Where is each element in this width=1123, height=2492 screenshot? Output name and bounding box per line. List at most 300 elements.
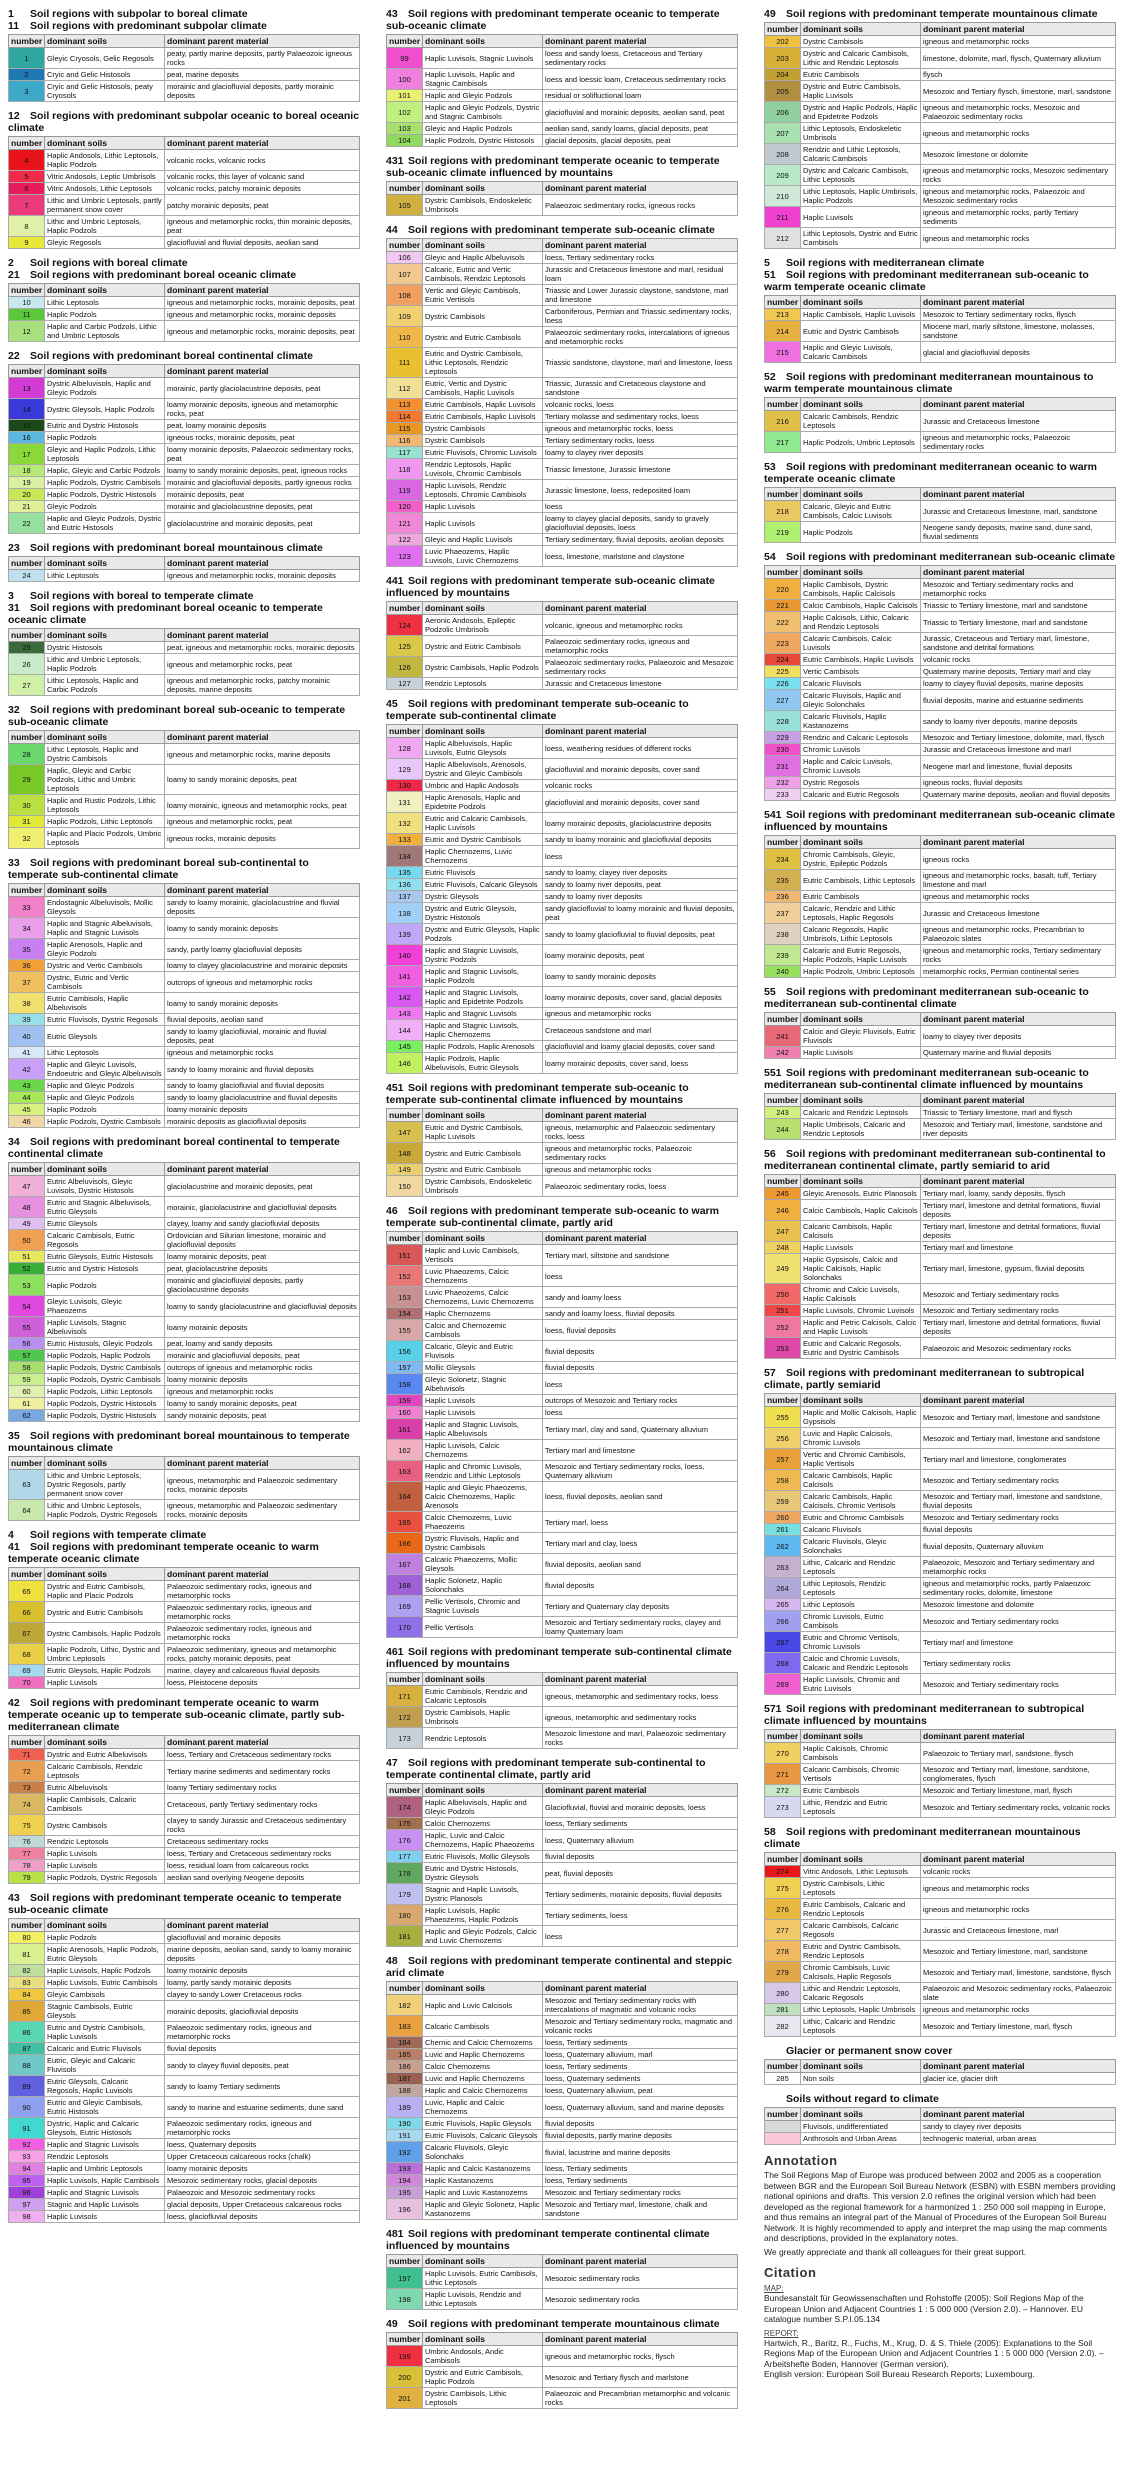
header-parent: dominant parent material <box>165 1919 360 1932</box>
table-row <box>765 2016 1116 2037</box>
color-swatch: 24 <box>9 570 45 582</box>
header-parent: dominant parent material <box>921 1853 1116 1866</box>
parent-material-cell: loess <box>543 1374 738 1395</box>
color-swatch: 34 <box>9 918 45 939</box>
dominant-soils-cell: Rendzic Leptosols, Haplic Luvisols, Chromic Cambisols <box>423 459 543 480</box>
dominant-soils-cell: Haplic Arenosols, Haplic and Gleyic Podzols <box>45 939 165 960</box>
header-number: number <box>9 284 45 297</box>
legend-table <box>764 2059 1116 2085</box>
parent-material-cell: volcanic rocks <box>921 654 1116 666</box>
table-row <box>387 891 738 903</box>
dominant-soils-cell: Mollic Gleysols <box>423 1362 543 1374</box>
table-row <box>387 2367 738 2388</box>
parent-material-cell: igneous and metamorphic rocks, morainic deposits, peat <box>165 321 360 342</box>
legend-section <box>386 575 738 690</box>
color-swatch: 201 <box>387 2388 423 2409</box>
color-swatch: 7 <box>9 195 45 216</box>
table-row <box>765 789 1116 801</box>
table-row <box>387 1884 738 1905</box>
color-swatch: 277 <box>765 1920 801 1941</box>
color-swatch: 158 <box>387 1374 423 1395</box>
dominant-soils-cell: Haplic Podzols <box>45 432 165 444</box>
section-number: 33 <box>8 857 20 869</box>
color-swatch: 188 <box>387 2085 423 2097</box>
table-row <box>765 1428 1116 1449</box>
dominant-soils-cell: Dystric and Eutric Cambisols, Haplic and Placic Podzols <box>45 1581 165 1602</box>
legend-section <box>386 1757 738 1947</box>
table-row <box>387 1164 738 1176</box>
legend-table <box>8 1735 360 1884</box>
dominant-soils-cell: Haplic Luvisols, Calcic Chernozems <box>423 1440 543 1461</box>
header-soils: dominant soils <box>45 731 165 744</box>
color-swatch: 11 <box>9 309 45 321</box>
dominant-soils-cell: Haplic Podzols <box>801 522 921 543</box>
dominant-soils-cell: Haplic Podzols, Dystric Cambisols <box>45 477 165 489</box>
table-row <box>765 186 1116 207</box>
color-swatch: 1 <box>9 48 45 69</box>
dominant-soils-cell: Haplic Solonetz, Haplic Solonchaks <box>423 1575 543 1596</box>
table-row <box>765 666 1116 678</box>
color-swatch: 25 <box>9 642 45 654</box>
dominant-soils-cell: Dystric Cambisols <box>423 435 543 447</box>
parent-material-cell: loess, Quaternary alluvium, sand and marine deposits <box>543 2097 738 2118</box>
citation-map-text: Bundesanstalt für Geowissenschaften und Rohstoffe (2005): Soil Regions Map of the European Union and Adjacent Countries 1 : 5 000 000 (Version 2.0). – Hannover. EU catalogue number S.P.I.05.134 <box>764 2293 1084 2324</box>
section-number: 34 <box>8 1136 20 1148</box>
section-title-text: Soil regions with predominant temperate sub-continental to temperate continental climate, partly arid <box>386 1757 706 1781</box>
color-swatch: 276 <box>765 1899 801 1920</box>
legend-section <box>8 1529 360 1689</box>
legend-table <box>386 2332 738 2409</box>
table-row <box>9 1263 360 1275</box>
section-number: 2 <box>8 257 14 269</box>
parent-material-cell: igneous and metamorphic rocks, loess <box>543 423 738 435</box>
parent-material-cell: clayey, loamy and sandy glaciofluvial deposits <box>165 1218 360 1230</box>
color-swatch: 67 <box>9 1623 45 1644</box>
parent-material-cell: glacial deposits, glacial deposits, peat <box>543 135 738 147</box>
table-row <box>765 2121 1116 2133</box>
legend-section <box>386 1646 738 1749</box>
table-row <box>765 522 1116 543</box>
table-row <box>387 2130 738 2142</box>
header-soils: dominant soils <box>801 1094 921 1107</box>
section-title <box>764 1148 1116 1172</box>
color-swatch: 275 <box>765 1878 801 1899</box>
color-swatch: 71 <box>9 1749 45 1761</box>
table-row <box>387 813 738 834</box>
color-swatch: 266 <box>765 1611 801 1632</box>
table-row <box>387 1419 738 1440</box>
table-row <box>387 846 738 867</box>
legend-table <box>764 397 1116 453</box>
table-row <box>765 342 1116 363</box>
table-row <box>387 1053 738 1074</box>
color-swatch: 9 <box>9 237 45 249</box>
color-swatch: 181 <box>387 1926 423 1947</box>
header-number: number <box>9 1919 45 1932</box>
parent-material-cell: Palaeozoic sedimentary rocks, igneous and metamorphic rocks <box>165 1623 360 1644</box>
color-swatch: 232 <box>765 777 801 789</box>
table-row <box>9 321 360 342</box>
color-swatch: 91 <box>9 2118 45 2139</box>
parent-material-cell: sandy to clayey fluvial deposits, peat <box>165 2055 360 2076</box>
header-number: number <box>9 35 45 48</box>
legend-section <box>764 8 1116 249</box>
color-swatch: 95 <box>9 2175 45 2187</box>
dominant-soils-cell: Haplic Podzols, Dystric Histosols <box>45 1410 165 1422</box>
color-swatch: 233 <box>765 789 801 801</box>
table-row <box>387 1122 738 1143</box>
parent-material-cell: volcanic rocks, loess <box>543 399 738 411</box>
dominant-soils-cell: Gleyic Podzols <box>45 501 165 513</box>
parent-material-cell: Mesozoic and Tertiary sedimentary rocks <box>543 2187 738 2199</box>
parent-material-cell: peaty, partly marine deposits, partly Palaeozoic igneous rocks <box>165 48 360 69</box>
dominant-soils-cell: Eutric Cambisols <box>801 69 921 81</box>
section-title-text: Soil regions with predominant temperate oceanic to temperate sub-oceanic climate influenced by mountains <box>386 155 720 179</box>
color-swatch: 22 <box>9 513 45 534</box>
dominant-soils-cell: Calcaric Phaeozems, Mollic Gleysols <box>423 1554 543 1575</box>
table-row <box>9 1410 360 1422</box>
section-number: 44 <box>386 224 398 236</box>
parent-material-cell: loamy to sandy morainic deposits <box>165 918 360 939</box>
color-swatch: 157 <box>387 1362 423 1374</box>
parent-material-cell: Tertiary sediments, morainic deposits, fluvial deposits <box>543 1884 738 1905</box>
color-swatch: 100 <box>387 69 423 90</box>
parent-material-cell: loess, Quaternary alluvium, marl <box>543 2049 738 2061</box>
parent-material-cell: igneous and metamorphic rocks, partly Tertiary sediments <box>921 207 1116 228</box>
color-swatch: 21 <box>9 501 45 513</box>
header-soils: dominant soils <box>423 1673 543 1686</box>
table-header-row <box>9 365 360 378</box>
parent-material-cell: loamy to sandy morainic deposits, peat <box>165 1398 360 1410</box>
section-number: 42 <box>8 1697 20 1709</box>
color-swatch: 80 <box>9 1932 45 1944</box>
section-title-text: Soil regions with predominant temperate oceanic to warm temperate oceanic up to temperate sub-oceanic climate, partly sub-mediterranean climate <box>8 1697 345 1733</box>
dominant-soils-cell: Eutric Cambisols, Haplic Albeluvisols <box>45 993 165 1014</box>
color-swatch: 12 <box>9 321 45 342</box>
table-row <box>9 939 360 960</box>
color-swatch: 51 <box>9 1251 45 1263</box>
parent-material-cell: Mesozoic and Tertiary marl, limestone and sandstone <box>921 1407 1116 1428</box>
parent-material-cell: loess, Tertiary sediments <box>543 2163 738 2175</box>
table-row <box>9 48 360 69</box>
table-row <box>9 1296 360 1317</box>
dominant-soils-cell: Eutric and Dystric Cambisols, Haplic Luvisols <box>423 1122 543 1143</box>
color-swatch: 208 <box>765 144 801 165</box>
color-swatch: 122 <box>387 534 423 546</box>
parent-material-cell: Palaeozoic and Precambrian metamorphic and volcanic rocks <box>543 2388 738 2409</box>
legend-section <box>386 1955 738 2220</box>
section-number: 45 <box>386 698 398 710</box>
table-header-row <box>9 1568 360 1581</box>
dominant-soils-cell: Eutric Fluvisols, Chromic Luvisols <box>423 447 543 459</box>
table-row <box>9 1275 360 1296</box>
color-swatch: 30 <box>9 795 45 816</box>
table-row <box>387 738 738 759</box>
table-row <box>9 444 360 465</box>
color-swatch: 59 <box>9 1374 45 1386</box>
section-number: 46 <box>386 1205 398 1217</box>
legend-table <box>764 487 1116 543</box>
table-row <box>765 678 1116 690</box>
dominant-soils-cell: Stagnic Cambisols, Eutric Gleysols <box>45 2001 165 2022</box>
section-number: 47 <box>386 1757 398 1769</box>
color-swatch: 63 <box>9 1470 45 1500</box>
section-title <box>764 2045 1116 2057</box>
legend-table <box>386 1783 738 1947</box>
table-row <box>9 1059 360 1080</box>
table-row <box>9 918 360 939</box>
table-row <box>9 1860 360 1872</box>
dominant-soils-cell: Gleyic Solonetz, Stagnic Albeluvisols <box>423 1374 543 1395</box>
section-number: 22 <box>8 350 20 362</box>
color-swatch: 272 <box>765 1785 801 1797</box>
parent-material-cell: Mesozoic and Tertiary sedimentary rocks, clayey and loamy Quaternary loam <box>543 1617 738 1638</box>
legend-table <box>8 730 360 849</box>
dominant-soils-cell: Lithic and Umbric Leptosols, Haplic Podzols, Dystric Regosols <box>45 1500 165 1521</box>
color-swatch: 175 <box>387 1818 423 1830</box>
table-row <box>765 633 1116 654</box>
table-row <box>387 2388 738 2409</box>
parent-material-cell: igneous and metamorphic rocks, peat <box>165 654 360 675</box>
header-parent: dominant parent material <box>165 137 360 150</box>
section-title <box>8 1430 360 1454</box>
color-swatch: 248 <box>765 1242 801 1254</box>
dominant-soils-cell: Dystric, Eutric and Vertic Cambisols <box>45 972 165 993</box>
parent-material-cell: sandy to marine and estuarine sediments, dune sand <box>165 2097 360 2118</box>
color-swatch: 101 <box>387 90 423 102</box>
section-title-text: Soils without regard to climate <box>786 2093 939 2105</box>
table-row <box>765 1743 1116 1764</box>
parent-material-cell: morainic deposits, peat <box>165 489 360 501</box>
legend-table <box>386 1231 738 1638</box>
color-swatch: 147 <box>387 1122 423 1143</box>
parent-material-cell: Glaciofluvial, fluvial and morainic deposits, loess <box>543 1797 738 1818</box>
header-number: number <box>9 1163 45 1176</box>
parent-material-cell: sandy to loamy morainic, glaciolacustrine and fluvial deposits <box>165 897 360 918</box>
parent-material-cell: igneous, metamorphic and Palaeozoic sedimentary rocks, morainic deposits <box>165 1500 360 1521</box>
dominant-soils-cell: Eutric Fluvisols <box>423 867 543 879</box>
table-row <box>387 678 738 690</box>
color-swatch: 256 <box>765 1428 801 1449</box>
section-title <box>8 257 360 269</box>
table-header-row <box>9 1736 360 1749</box>
header-parent: dominant parent material <box>921 1013 1116 1026</box>
table-row <box>387 2175 738 2187</box>
header-soils: dominant soils <box>423 35 543 48</box>
header-soils: dominant soils <box>423 602 543 615</box>
color-swatch: 225 <box>765 666 801 678</box>
dominant-soils-cell: Stagnic and Haplic Luvisols, Dystric Planosols <box>423 1884 543 1905</box>
parent-material-cell: fluvial deposits <box>543 1362 738 1374</box>
dominant-soils-cell: Haplic Luvisols <box>423 501 543 513</box>
color-swatch: 60 <box>9 1386 45 1398</box>
table-row <box>387 1287 738 1308</box>
table-row <box>9 1848 360 1860</box>
dominant-soils-cell: Rendzic Leptosols <box>423 1728 543 1749</box>
dominant-soils-cell: Luvic Phaeozems, Haplic Luvisols, Luvic Chernozems <box>423 546 543 567</box>
header-soils: dominant soils <box>801 23 921 36</box>
color-swatch: 221 <box>765 600 801 612</box>
header-number: number <box>9 1457 45 1470</box>
dominant-soils-cell: Haplic and Gleyic Podzols <box>423 90 543 102</box>
parent-material-cell: Palaeozoic and Mesozoic sedimentary rocks <box>165 2187 360 2199</box>
table-row <box>9 2055 360 2076</box>
table-row <box>765 579 1116 600</box>
section-title-text: Soil regions with predominant temperate sub-oceanic to warm temperate sub-continental climate, partly arid <box>386 1205 719 1229</box>
table-row <box>765 1188 1116 1200</box>
header-number: number <box>765 1730 801 1743</box>
dominant-soils-cell: Eutric Albeluvisols <box>45 1782 165 1794</box>
parent-material-cell: Mesozoic limestone or dolomite <box>921 144 1116 165</box>
color-swatch: 73 <box>9 1782 45 1794</box>
color-swatch: 48 <box>9 1197 45 1218</box>
dominant-soils-cell: Haplic Luvisols, Haplic Phaeozems, Haplic Podzols <box>423 1905 543 1926</box>
table-row <box>765 1983 1116 2004</box>
color-swatch: 162 <box>387 1440 423 1461</box>
color-swatch: 39 <box>9 1014 45 1026</box>
header-soils: dominant soils <box>801 1394 921 1407</box>
dominant-soils-cell: Vertic and Chromic Cambisols, Haplic Vertisols <box>801 1449 921 1470</box>
dominant-soils-cell: Eutric Cambisols, Haplic Luvisols <box>423 399 543 411</box>
table-row <box>9 795 360 816</box>
color-swatch: 47 <box>9 1176 45 1197</box>
parent-material-cell: Palaeozoic, Mesozoic and Tertiary sedimentary and metamorphic rocks <box>921 1557 1116 1578</box>
section-title-text: Soil regions with predominant boreal mountainous climate <box>30 542 323 554</box>
color-swatch: 38 <box>9 993 45 1014</box>
section-title-text: Soil regions with predominant temperate oceanic to temperate sub-oceanic climate <box>386 8 720 32</box>
header-soils: dominant soils <box>45 557 165 570</box>
citation-report-text: Hartwich, R., Baritz, R., Fuchs, M., Krug, D. & S. Thiele (2005): Explanations to the Soil Regions Map of the European Union and Adjacent Countries 1 : 5 000 000 (Version 2.0). – Arbeitshefte Boden, Hannover (German version). <box>764 2337 1104 2369</box>
table-row <box>765 144 1116 165</box>
legend-section <box>386 698 738 1074</box>
color-swatch: 32 <box>9 828 45 849</box>
parent-material-cell: outcrops of igneous and metamorphic rocks <box>165 972 360 993</box>
table-row <box>9 1230 360 1251</box>
parent-material-cell: Triassic to Tertiary limestone, marl and sandstone <box>921 600 1116 612</box>
header-number: number <box>765 2108 801 2121</box>
dominant-soils-cell: Cryic and Gelic Histosols, peaty Cryosols <box>45 81 165 102</box>
dominant-soils-cell: Gleyic and Haplic Podzols <box>423 123 543 135</box>
color-swatch: 280 <box>765 1983 801 2004</box>
section-title <box>8 1529 360 1541</box>
color-swatch: 220 <box>765 579 801 600</box>
dominant-soils-cell: Haplic Luvisols, Rendzic Leptosols, Chromic Cambisols <box>423 480 543 501</box>
parent-material-cell: Jurassic limestone, loess, redeposited loam <box>543 480 738 501</box>
parent-material-cell: sandy to loamy, clayey river deposits <box>543 867 738 879</box>
parent-material-cell: Mesozoic and Tertiary flysch, limestone, marl, sandstone <box>921 81 1116 102</box>
header-number: number <box>765 296 801 309</box>
parent-material-cell: igneous and metamorphic rocks <box>165 1386 360 1398</box>
parent-material-cell: glaciolacustrine and morainic deposits, peat <box>165 513 360 534</box>
dominant-soils-cell: Haplic and Calcic Luvisols, Chromic Luvisols <box>801 756 921 777</box>
header-number: number <box>9 1568 45 1581</box>
dominant-soils-cell: Haplic and Stagnic Luvisols, Haplic and Epidetrite Podzols <box>423 987 543 1008</box>
color-swatch: 114 <box>387 411 423 423</box>
section-number: 56 <box>764 1148 776 1160</box>
dominant-soils-cell: Eutric and Dystric Cambisols <box>423 834 543 846</box>
table-row <box>387 1320 738 1341</box>
parent-material-cell: Palaeozoic and Mesozoic sedimentary rocks, Palaeozoic slate <box>921 1983 1116 2004</box>
parent-material-cell: patchy morainic deposits, peat <box>165 195 360 216</box>
parent-material-cell: glacier ice, glacier drift <box>921 2073 1116 2085</box>
parent-material-cell: Palaeozoic to Tertiary marl, sandstone, flysch <box>921 1743 1116 1764</box>
color-swatch: 58 <box>9 1362 45 1374</box>
parent-material-cell: peat, glaciolacustrine deposits <box>165 1263 360 1275</box>
header-parent: dominant parent material <box>165 35 360 48</box>
section-title-text: Soil regions with predominant mediterranean sub-oceanic climate influenced by mountains <box>764 809 1116 833</box>
parent-material-cell: marine, clayey and calcareous fluvial deposits <box>165 1665 360 1677</box>
dominant-soils-cell: Eutric and Dystric Cambisols <box>801 321 921 342</box>
table-row <box>765 69 1116 81</box>
section-title <box>8 602 360 626</box>
header-number: number <box>387 1232 423 1245</box>
table-row <box>765 1920 1116 1941</box>
parent-material-cell: loess, Quaternary alluvium, peat <box>543 2085 738 2097</box>
table-row <box>387 1863 738 1884</box>
dominant-soils-cell: Calcaric, Rendzic and Lithic Leptosols, Haplic Regosols <box>801 903 921 924</box>
table-row <box>387 534 738 546</box>
dominant-soils-cell: Dystric Cambisols, Endoskeletic Umbrisols <box>423 195 543 216</box>
parent-material-cell: Mesozoic and Tertiary sedimentary rocks <box>921 1305 1116 1317</box>
section-title-text: Soil regions with predominant mediterranean oceanic to warm temperate oceanic climate <box>764 461 1097 485</box>
color-swatch: 120 <box>387 501 423 513</box>
dominant-soils-cell: Haplic Podzols, Dystric Cambisols <box>45 1374 165 1386</box>
color-swatch: 190 <box>387 2118 423 2130</box>
table-header-row <box>765 1394 1116 1407</box>
table-row <box>765 732 1116 744</box>
parent-material-cell: volcanic rocks <box>543 780 738 792</box>
table-row <box>387 2061 738 2073</box>
header-number: number <box>387 2255 423 2268</box>
color-swatch: 195 <box>387 2187 423 2199</box>
parent-material-cell: glaciofluvial and fluvial deposits, aeolian sand <box>165 237 360 249</box>
color-swatch: 239 <box>765 945 801 966</box>
dominant-soils-cell: Dystric Cambisols <box>801 36 921 48</box>
parent-material-cell: Tertiary marine sediments and sedimentary rocks <box>165 1761 360 1782</box>
table-row <box>765 1578 1116 1599</box>
dominant-soils-cell: Gleyic and Haplic Luvisols <box>423 534 543 546</box>
header-number: number <box>387 1109 423 1122</box>
parent-material-cell: Jurassic and Cretaceous limestone and marl <box>921 744 1116 756</box>
color-swatch: 133 <box>387 834 423 846</box>
legend-column-3 <box>764 8 1116 2380</box>
table-row <box>765 1962 1116 1983</box>
dominant-soils-cell: Luvic Phaeozems, Calcic Chernozems, Luvic Chernozems <box>423 1287 543 1308</box>
section-number: 541 <box>764 809 782 821</box>
parent-material-cell: Palaeozoic sedimentary rocks, Palaeozoic and Mesozoic sedimentary rocks <box>543 657 738 678</box>
parent-material-cell: volcanic, igneous and metamorphic rocks <box>543 615 738 636</box>
table-header-row <box>765 836 1116 849</box>
dominant-soils-cell: Rendzic and Lithic Leptosols, Calcaric Cambisols <box>801 144 921 165</box>
header-parent: dominant parent material <box>921 2108 1116 2121</box>
parent-material-cell: loess, Tertiary and Cretaceous sedimentary rocks <box>165 1749 360 1761</box>
table-row <box>9 1944 360 1965</box>
table-row <box>9 1080 360 1092</box>
parent-material-cell: Tertiary marl and limestone <box>543 1440 738 1461</box>
parent-material-cell: loess, Tertiary sediments <box>543 2037 738 2049</box>
table-row <box>765 1254 1116 1284</box>
parent-material-cell: loamy morainic deposits, igneous and metamorphic rocks, peat <box>165 399 360 420</box>
dominant-soils-cell: Eutric Fluvisols, Haplic Gleysols <box>423 2118 543 2130</box>
header-parent: dominant parent material <box>165 629 360 642</box>
color-swatch: 215 <box>765 342 801 363</box>
color-swatch: 113 <box>387 399 423 411</box>
parent-material-cell: loamy morainic, igneous and metamorphic rocks, peat <box>165 795 360 816</box>
dominant-soils-cell: Lithic, Calcaric and Rendzic Leptosols <box>801 2016 921 2037</box>
section-title <box>764 1826 1116 1850</box>
section-title <box>386 1205 738 1229</box>
section-title-text: Soil regions with predominant temperate oceanic to warm temperate oceanic climate <box>8 1541 319 1565</box>
